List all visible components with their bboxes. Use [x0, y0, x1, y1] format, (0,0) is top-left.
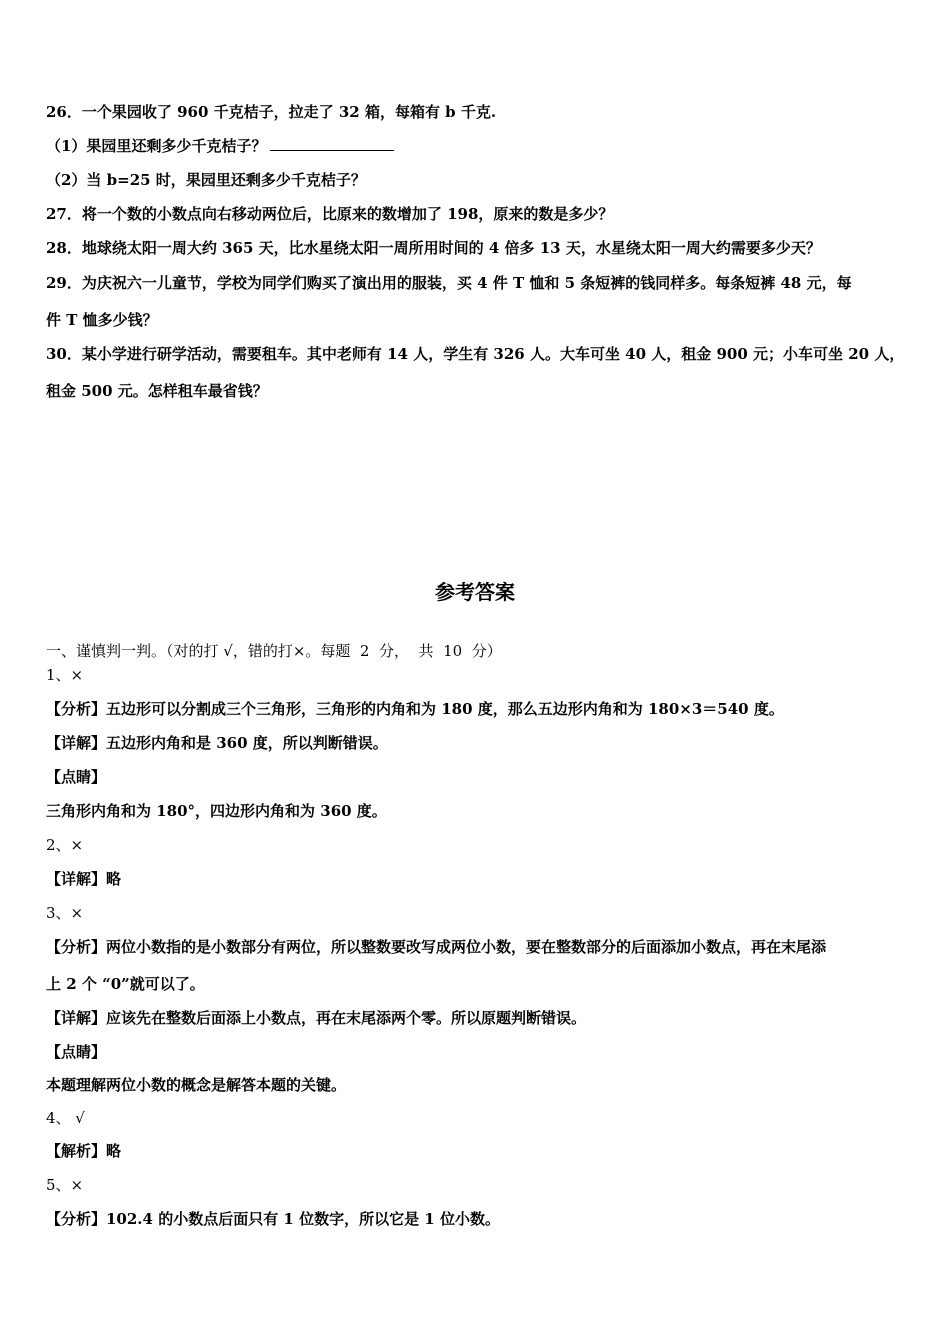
- question-26-part-2: （2）当 b=25 时，果园里还剩多少千克桔子？: [46, 171, 366, 189]
- section-1-heading: 一、谨慎判一判。（对的打 √，错的打×。每题 2 分， 共 10 分）: [46, 642, 502, 660]
- answer-3-detail: 【详解】应该先在整数后面添上小数点，再在末尾添两个零。所以原题判断错误。: [46, 1009, 587, 1027]
- answer-4: 4、 √: [46, 1109, 85, 1127]
- answer-blank: [270, 136, 394, 151]
- question-30-line-2: 租金 500 元。怎样租车最省钱？: [46, 382, 268, 400]
- question-29-line-1: 29．为庆祝六一儿童节，学校为同学们购买了演出用的服装，买 4 件 T 恤和 5 条短裤的钱同样多。每条短裤 48 元，每: [46, 274, 852, 292]
- answer-4-analysis: 【解析】略: [46, 1142, 122, 1160]
- answer-1-analysis: 【分析】五边形可以分割成三个三角形，三角形的内角和为 180 度，那么五边形内角和为 180×3＝540 度。: [46, 700, 784, 718]
- question-26-part-1: [46, 136, 394, 156]
- question-26: 26．一个果园收了 960 千克桔子，拉走了 32 箱，每箱有 b 千克.: [46, 103, 497, 121]
- answers-title: 参考答案: [435, 580, 515, 604]
- question-30-line-1: 30．某小学进行研学活动，需要租车。其中老师有 14 人，学生有 326 人。大车可坐 40 人，租金 900 元；小车可坐 20 人，: [46, 345, 905, 363]
- answer-3-tip: 本题理解两位小数的概念是解答本题的关键。: [46, 1076, 347, 1094]
- answer-5: 5、×: [46, 1176, 84, 1194]
- answer-3-analysis-line-2: 上 2 个 “0”就可以了。: [46, 975, 205, 993]
- answer-1-tip: 三角形内角和为 180°，四边形内角和为 360 度。: [46, 802, 387, 820]
- question-29-line-2: 件 T 恤多少钱？: [46, 311, 158, 329]
- answer-1-detail: 【详解】五边形内角和是 360 度，所以判断错误。: [46, 734, 388, 752]
- answer-3-tip-label: 【点睛】: [46, 1043, 107, 1061]
- answer-2: 2、×: [46, 836, 84, 854]
- answer-2-detail: 【详解】略: [46, 870, 122, 888]
- answer-1-tip-label: 【点睛】: [46, 768, 107, 786]
- answer-1: 1、×: [46, 666, 84, 684]
- answer-5-analysis: 【分析】102.4 的小数点后面只有 1 位数字，所以它是 1 位小数。: [46, 1210, 500, 1228]
- question-28: 28．地球绕太阳一周大约 365 天，比水星绕太阳一周所用时间的 4 倍多 13 天，水星绕太阳一周大约需要多少天？: [46, 239, 821, 257]
- answer-3-analysis-line-1: 【分析】两位小数指的是小数部分有两位，所以整数要改写成两位小数，要在整数部分的后面添加小数点，再在末尾添: [46, 938, 827, 956]
- question-26-part-1-text: （1）果园里还剩多少千克桔子？: [46, 137, 267, 155]
- question-27: 27．将一个数的小数点向右移动两位后，比原来的数增加了 198，原来的数是多少？: [46, 205, 614, 223]
- answer-3: 3、×: [46, 904, 84, 922]
